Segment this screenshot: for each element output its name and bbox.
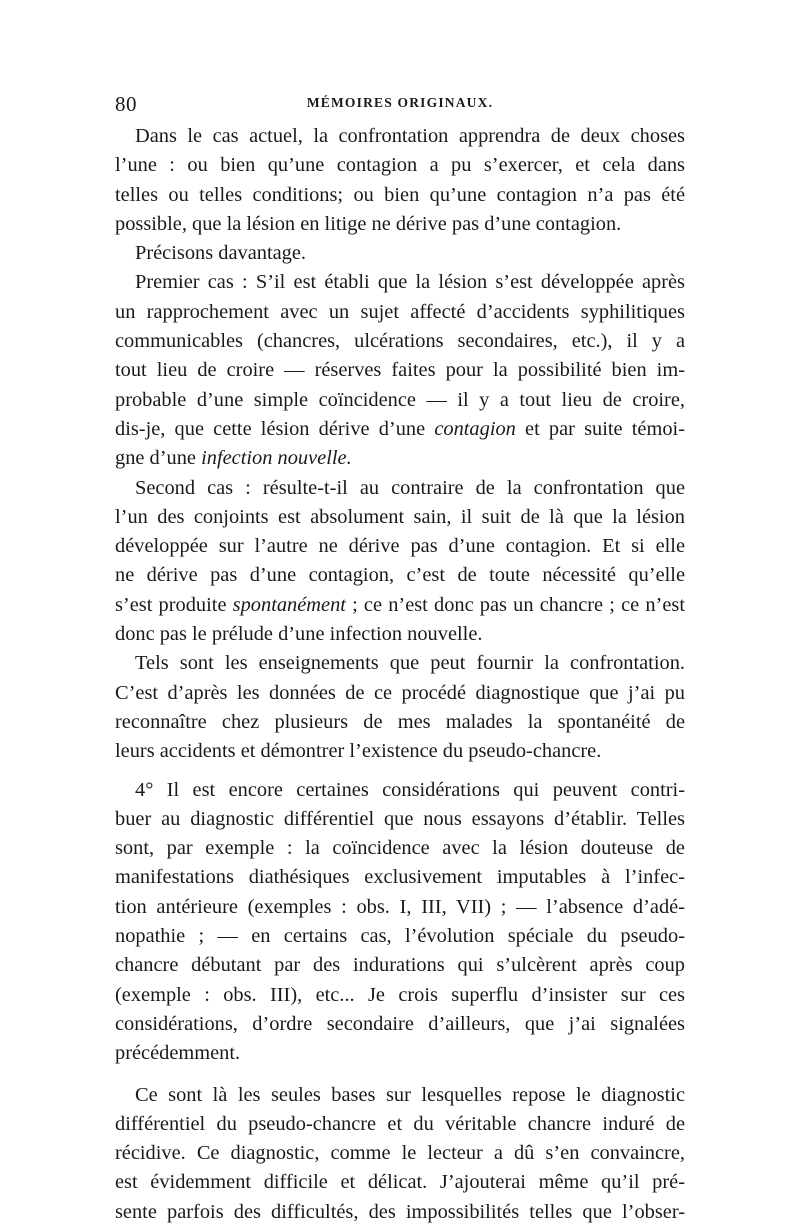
text-line-with-italic: [115, 444, 685, 473]
text-fragment: et par suite témoi-: [515, 417, 685, 440]
text-line: développée sur l’autre ne dérive pas d’une contagion. Et si elle: [115, 535, 685, 558]
text-line: sente parfois des difficultés, des impossibilités telles que l’obser-: [115, 1200, 685, 1223]
text-line: tion antérieure (exemples : obs. I, III, VII) ; — l’absence d’adé-: [115, 895, 685, 918]
text-line: communicables (chancres, ulcérations secondaires, etc.), il y a: [115, 330, 685, 353]
text-fragment: dis-je, que cette lésion dérive d’une: [115, 417, 435, 440]
text-line: récidive. Ce diagnostic, comme le lecteur a dû s’en convaincre,: [115, 1142, 685, 1165]
text-fragment: s’est produite: [115, 593, 233, 616]
text-line: Précisons davantage.: [135, 242, 307, 265]
italic-term-spontanement: spontanément: [232, 593, 346, 616]
text-line: considérations, d’ordre secondaire d’ailleurs, que j’ai signalées: [115, 1012, 685, 1035]
text-line: 4° Il est encore certaines considérations qui peuvent contri-: [135, 778, 685, 801]
text-line: Ce sont là les seules bases sur lesquelles repose le diagnostic: [135, 1083, 685, 1106]
text-line: (exemple : obs. III), etc... Je crois superflu d’insister sur ces: [115, 983, 685, 1006]
text-line: chancre débutant par des indurations qui s’ulcèrent après coup: [115, 954, 685, 977]
text-line: Tels sont les enseignements que peut fournir la confrontation.: [135, 652, 685, 675]
paragraph-premier-cas: [115, 268, 685, 473]
text-line: un rapprochement avec un sujet affecté d’accidents syphilitiques: [115, 300, 685, 323]
text-line: l’une : ou bien qu’une contagion a pu s’exercer, et cela dans: [115, 154, 685, 177]
text-fragment: gne d’une: [115, 447, 202, 470]
text-line: probable d’une simple coïncidence — il y a tout lieu de croire,: [115, 388, 685, 411]
text-line: donc pas le prélude d’une infection nouvelle.: [115, 623, 483, 646]
paragraph-confrontation: [115, 122, 685, 239]
text-line: précédemment.: [115, 1042, 241, 1065]
text-line: C’est d’après les données de ce procédé diagnostique que j’ai pu: [115, 681, 685, 704]
text-line: est évidemment difficile et délicat. J’ajouterai même qu’il pré-: [115, 1171, 685, 1194]
text-line-with-italic: [115, 591, 685, 620]
book-page: [115, 92, 685, 1227]
paragraph-enseignements: [115, 649, 685, 766]
text-line: leurs accidents et démontrer l’existence du pseudo-chancre.: [115, 740, 602, 763]
text-line: telles ou telles conditions; ou bien qu’une contagion n’a pas été: [115, 183, 685, 206]
text-line: tout lieu de croire — réserves faites pour la possibilité bien im-: [115, 359, 685, 382]
page-number: 80: [115, 92, 137, 116]
text-line: nopathie ; — en certains cas, l’évolution spéciale du pseudo-: [115, 925, 685, 948]
running-title: MÉMOIRES ORIGINAUX.: [306, 95, 494, 110]
text-line-with-italic: [115, 415, 685, 444]
text-fragment: ; ce n’est donc pas un chancre ; ce n’est: [345, 593, 685, 616]
paragraph-precisons: [115, 239, 685, 268]
paragraph-gap: [115, 1069, 685, 1081]
text-line: l’un des conjoints est absolument sain, il suit de là que la lésion: [115, 505, 685, 528]
text-line: buer au diagnostic différentiel que nous essayons d’établir. Telles: [115, 807, 685, 830]
text-line: sont, par exemple : la coïncidence avec la lésion douteuse de: [115, 837, 685, 860]
paragraph-considerations: [115, 776, 685, 1069]
text-line: manifestations diathésiques exclusivement imputables à l’infec-: [115, 866, 685, 889]
text-line: reconnaître chez plusieurs de mes malades la spontanéité de: [115, 710, 685, 733]
text-line: différentiel du pseudo-chancre et du véritable chancre induré de: [115, 1112, 685, 1135]
italic-term-infection-nouvelle: infection nouvelle.: [201, 447, 352, 470]
text-line: ne dérive pas d’une contagion, c’est de toute nécessité qu’elle: [115, 564, 685, 587]
paragraph-second-cas: [115, 474, 685, 650]
text-line: possible, que la lésion en litige ne dérive pas d’une contagion.: [115, 212, 622, 235]
text-line: Premier cas : S’il est établi que la lésion s’est développée après: [135, 271, 685, 294]
running-head: [115, 92, 685, 122]
italic-term-contagion: contagion: [434, 417, 516, 440]
text-line: Dans le cas actuel, la confrontation apprendra de deux choses: [135, 125, 685, 147]
paragraph-bases-diagnostic: [115, 1081, 685, 1227]
paragraph-gap: [115, 767, 685, 776]
text-line: Second cas : résulte-t-il au contraire de la confrontation que: [135, 476, 685, 499]
